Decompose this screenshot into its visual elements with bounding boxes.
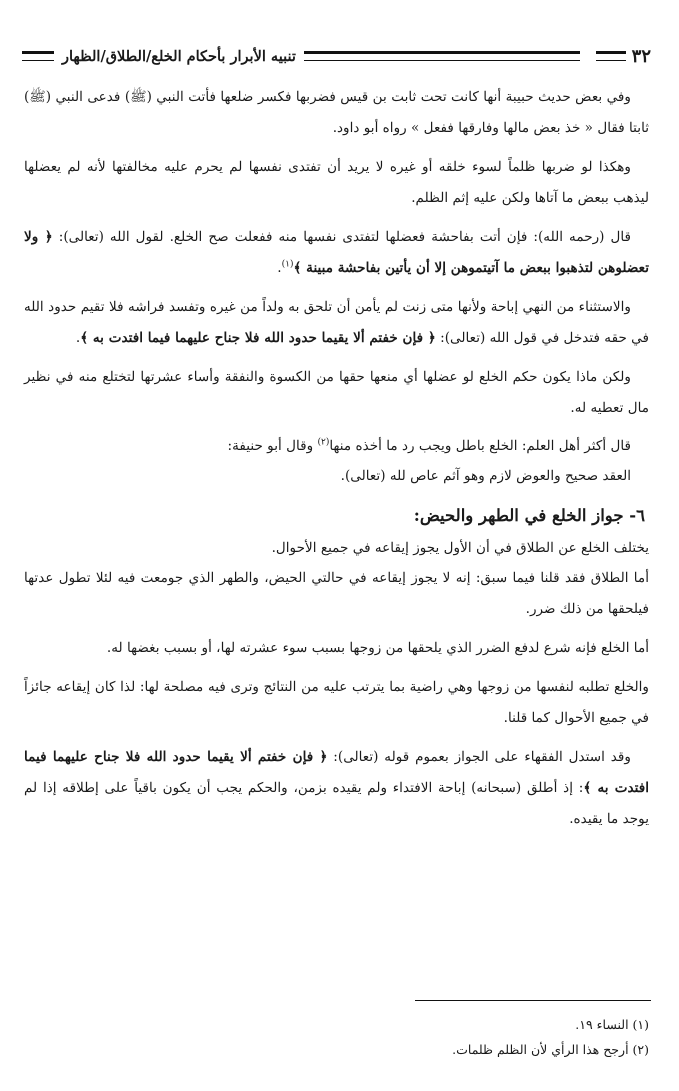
quran-verse-1: ﴿ ولا تعضلوهن لتذهبوا ببعض ما آتيتموهن إلا أن يأتين بفاحشة مبينة ﴾ bbox=[24, 229, 649, 276]
footnote-separator bbox=[415, 1000, 651, 1001]
footnote-ref-2: (٢) bbox=[317, 437, 330, 448]
paragraph-11: والخلع تطلبه لنفسها من زوجها وهي راضية بما يترتب عليه من النتائج وترى فيه مصلحة لها: لذا كان إيقاعه جائزاً في جميع الأحوال كما قلنا. bbox=[24, 679, 649, 726]
quran-verse-2: ﴿ فإن خفتم ألا يقيما حدود الله فلا جناح عليهما فيما افتدت به ﴾ bbox=[80, 330, 436, 346]
footnote-1: (١) النساء ١٩. bbox=[575, 1017, 649, 1032]
footnotes bbox=[452, 1012, 649, 1062]
page-body bbox=[24, 82, 649, 843]
paragraph-3 bbox=[24, 222, 649, 284]
header-rule-main bbox=[304, 51, 580, 61]
paragraph-2: وهكذا لو ضربها ظلماً لسوء خلقه أو غيره لا يريد أن تفتدى نفسها لم يحرم عليه مخالفتها لأنه لم يعضلها ليذهب ببعض ما آتاها ولكن عليه إثم الظلم. bbox=[24, 159, 649, 206]
paragraph-7: العقد صحيح والعوض لازم وهو آثم عاص لله (تعالى). bbox=[340, 468, 631, 484]
paragraph-12-text: وقد استدل الفقهاء على الجواز بعموم قوله (تعالى): bbox=[327, 749, 631, 765]
running-title: تنبيه الأبرار بأحكام الخلع/الطلاق/الظهار bbox=[62, 47, 296, 65]
quran-verse-3: ﴿ فإن خفتم ألا يقيما حدود الله فلا جناح عليهما فيما افتدت به ﴾ bbox=[24, 749, 650, 796]
paragraph-4-end: . bbox=[75, 330, 81, 346]
header-rule-right bbox=[596, 51, 626, 61]
paragraph-8: يختلف الخلع عن الطلاق في أن الأول يجوز إيقاعه في جميع الأحوال. bbox=[271, 540, 649, 556]
paragraph-3-text: قال (رحمه الله): فإن أتت بفاحشة فعضلها لتفتدى نفسها منه ففعلت صح الخلع. لقول الله (تعالى): bbox=[52, 229, 631, 245]
paragraph-4 bbox=[24, 292, 649, 354]
paragraph-6-tail: وقال أبو حنيفة: bbox=[227, 438, 318, 454]
header-rule-left bbox=[22, 51, 54, 61]
paragraph-3-end: . bbox=[277, 260, 282, 276]
page-number: ٣٢ bbox=[631, 45, 651, 67]
paragraph-1: وفي بعض حديث حبيبة أنها كانت تحت ثابت بن قيس فضربها فكسر ضلعها فأتت النبي (ﷺ) فدعى النبي (ﷺ) ثابتا فقال « خذ بعض مالها وفارقها ففعل » رواه أبو داود. bbox=[24, 89, 649, 136]
paragraph-5: ولكن ماذا يكون حكم الخلع لو عضلها أي منعها حقها من الكسوة والنفقة وأساء عشرتها لتختلع منه في نظير مال تعطيه له. bbox=[24, 369, 649, 416]
paragraph-12-tail: : إذ أطلق (سبحانه) إباحة الافتداء ولم يقيده بزمن، والحكم يجب أن يكون باقياً على إطلاقه إذا لم يوجد ما يقيده. bbox=[24, 780, 649, 827]
paragraph-6 bbox=[24, 432, 649, 461]
paragraph-9: أما الطلاق فقد قلنا فيما سبق: إنه لا يجوز إيقاعه في حالتي الحيض، والطهر الذي جومعت فيه لئلا تطول عدتها فيلحقها من ذلك ضرر. bbox=[24, 570, 649, 617]
footnote-2: (٢) أرجح هذا الرأي لأن الظلم ظلمات. bbox=[452, 1042, 649, 1057]
page-header bbox=[22, 40, 651, 72]
paragraph-10: أما الخلع فإنه شرع لدفع الضرر الذي يلحقها من زوجها بسبب سوء عشرته لها، أو بسبب بغضها له. bbox=[106, 640, 649, 656]
paragraph-12 bbox=[24, 742, 649, 835]
paragraph-4-text: والاستثناء من النهي إباحة ولأنها متى زنت لم يأمن أن تلحق به ولداً من غيره وتفسد فراشه فلا تقيم حدود الله في حقه فتدخل في قول الله (تعالى): bbox=[24, 299, 649, 346]
footnote-ref-1: (١) bbox=[281, 259, 294, 270]
section-heading: ٦- جواز الخلع في الطهر والحيض: bbox=[413, 506, 645, 525]
paragraph-6-text: قال أكثر أهل العلم: الخلع باطل ويجب رد ما أخذه منها bbox=[329, 438, 631, 454]
